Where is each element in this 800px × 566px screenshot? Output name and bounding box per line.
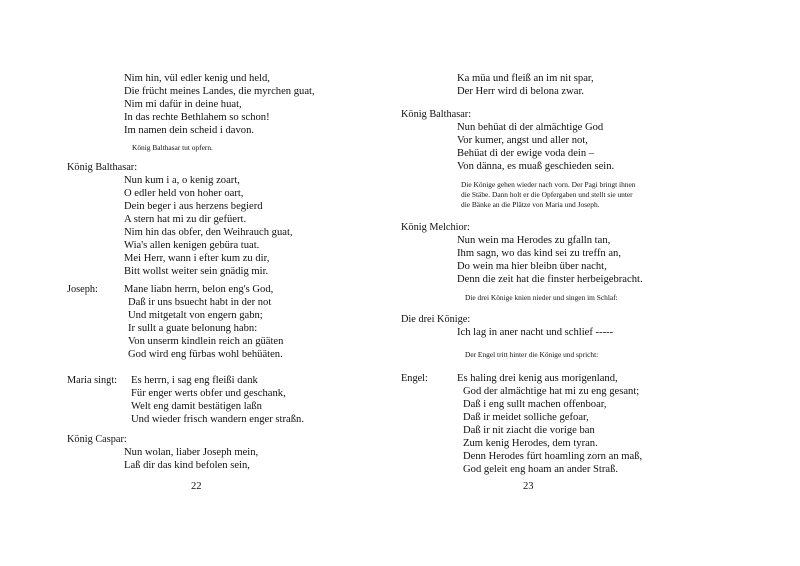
verse-line: Von unserm kindlein reich an güäten (128, 336, 284, 347)
verse-line: Do wein ma hier bleibn über nacht, (457, 261, 607, 272)
verse-line: O edler held von hoher oart, (124, 188, 244, 199)
stage-direction: die Stäbe. Dann holt er die Opfergaben und stellt sie unter (461, 190, 633, 199)
speaker-label: König Balthasar: (401, 109, 472, 120)
speaker-label: König Melchior: (401, 222, 470, 233)
speaker-label: König Caspar: (67, 434, 127, 445)
verse-line: Welt eng damit bestätigen laßn (131, 401, 262, 412)
speaker-label: Die drei Könige: (401, 314, 471, 325)
verse-line: Nim mi dafür in deine huat, (124, 99, 242, 110)
verse-line: Mei Herr, wann i efter kum zu dir, (124, 253, 270, 264)
verse-line: Und wieder frisch wandern enger straßn. (131, 414, 304, 425)
verse-line: Die frücht meines Landes, die myrchen guat, (124, 86, 315, 97)
verse-line: Ich lag in aner nacht und schlief ----- (457, 327, 614, 338)
verse-line: Behüat di der ewige voda dein – (457, 148, 595, 159)
verse-line: Nun wolan, liaber Joseph mein, (124, 447, 259, 458)
verse-line: God der almächtige hat mi zu eng gesant; (463, 386, 640, 397)
verse-line: Nun behüat di der almächtige God (457, 122, 604, 133)
verse-line: Daß ir uns bsuecht habt in der not (128, 297, 272, 308)
verse-line: God geleit eng hoam an ander Straß. (463, 464, 619, 475)
verse-line: A stern hat mi zu dir gefüert. (124, 214, 247, 225)
verse-line: Der Herr wird di belona zwar. (457, 86, 585, 97)
verse-line: Im namen dein scheid i davon. (124, 125, 255, 136)
stage-direction: Die Könige gehen wieder nach vorn. Der Pagi bringt ihnen (461, 180, 636, 189)
verse-line: Zum kenig Herodes, dem tyran. (463, 438, 598, 449)
verse-line: Daß ir nit ziacht die vorige ban (463, 425, 595, 436)
right-page (400, 0, 800, 566)
speaker-label: Engel: (401, 373, 428, 384)
verse-line: Nim hin, vül edler kenig und held, (124, 73, 270, 84)
stage-direction: Der Engel tritt hinter die Könige und spricht: (465, 350, 599, 359)
verse-line: Nun kum i a, o kenig zoart, (124, 175, 240, 186)
verse-line: Und mitgetalt von engern gabn; (128, 310, 263, 321)
verse-line: Es herrn, i sag eng fleißi dank (131, 375, 258, 386)
verse-line: Es haling drei kenig aus morigenland, (457, 373, 618, 384)
verse-line: Von dänna, es muaß geschieden sein. (457, 161, 615, 172)
verse-line: In das rechte Bethlahem so schon! (124, 112, 270, 123)
verse-line: Ihm sagn, wo das kind sei zu treffn an, (457, 248, 621, 259)
verse-line: Daß ir meidet solliche gefoar, (463, 412, 589, 423)
verse-line: Daß i eng sullt machen offenboar, (463, 399, 607, 410)
verse-line: Ka müa und fleiß an im nit spar, (457, 73, 594, 84)
stage-direction: die Bänke an die Plätze von Maria und Joseph. (461, 200, 600, 209)
verse-line: Nim hin das obfer, den Weihrauch guat, (124, 227, 293, 238)
verse-line: Bitt wollst weiter sein gnädig mir. (124, 266, 269, 277)
verse-line: Denn die zeit hat die finster herbeigebracht. (457, 274, 643, 285)
verse-line: Ir sullt a guate belonung habn: (128, 323, 258, 334)
page-number: 23 (523, 481, 534, 492)
speaker-label: Joseph: (67, 284, 98, 295)
verse-line: Wia's allen kenigen gebüra tuat. (124, 240, 260, 251)
verse-line: God wird eng fürbas wohl behüäten. (128, 349, 283, 360)
speaker-label: Maria singt: (67, 375, 118, 386)
verse-line: Für enger werts obfer und geschank, (131, 388, 286, 399)
verse-line: Laß dir das kind befolen sein, (124, 460, 250, 471)
stage-direction: König Balthasar tut opfern. (132, 143, 213, 152)
verse-line: Dein beger i aus herzens begierd (124, 201, 263, 212)
verse-line: Denn Herodes fürt hoamling zorn an maß, (463, 451, 643, 462)
verse-line: Vor kumer, angst und aller not, (457, 135, 588, 146)
verse-line: Nun wein ma Herodes zu gfalln tan, (457, 235, 611, 246)
verse-line: Mane liabn herrn, belon eng's God, (124, 284, 274, 295)
page-number: 22 (191, 481, 202, 492)
stage-direction: Die drei Könige knien nieder und singen im Schlaf: (465, 293, 618, 302)
speaker-label: König Balthasar: (67, 162, 138, 173)
